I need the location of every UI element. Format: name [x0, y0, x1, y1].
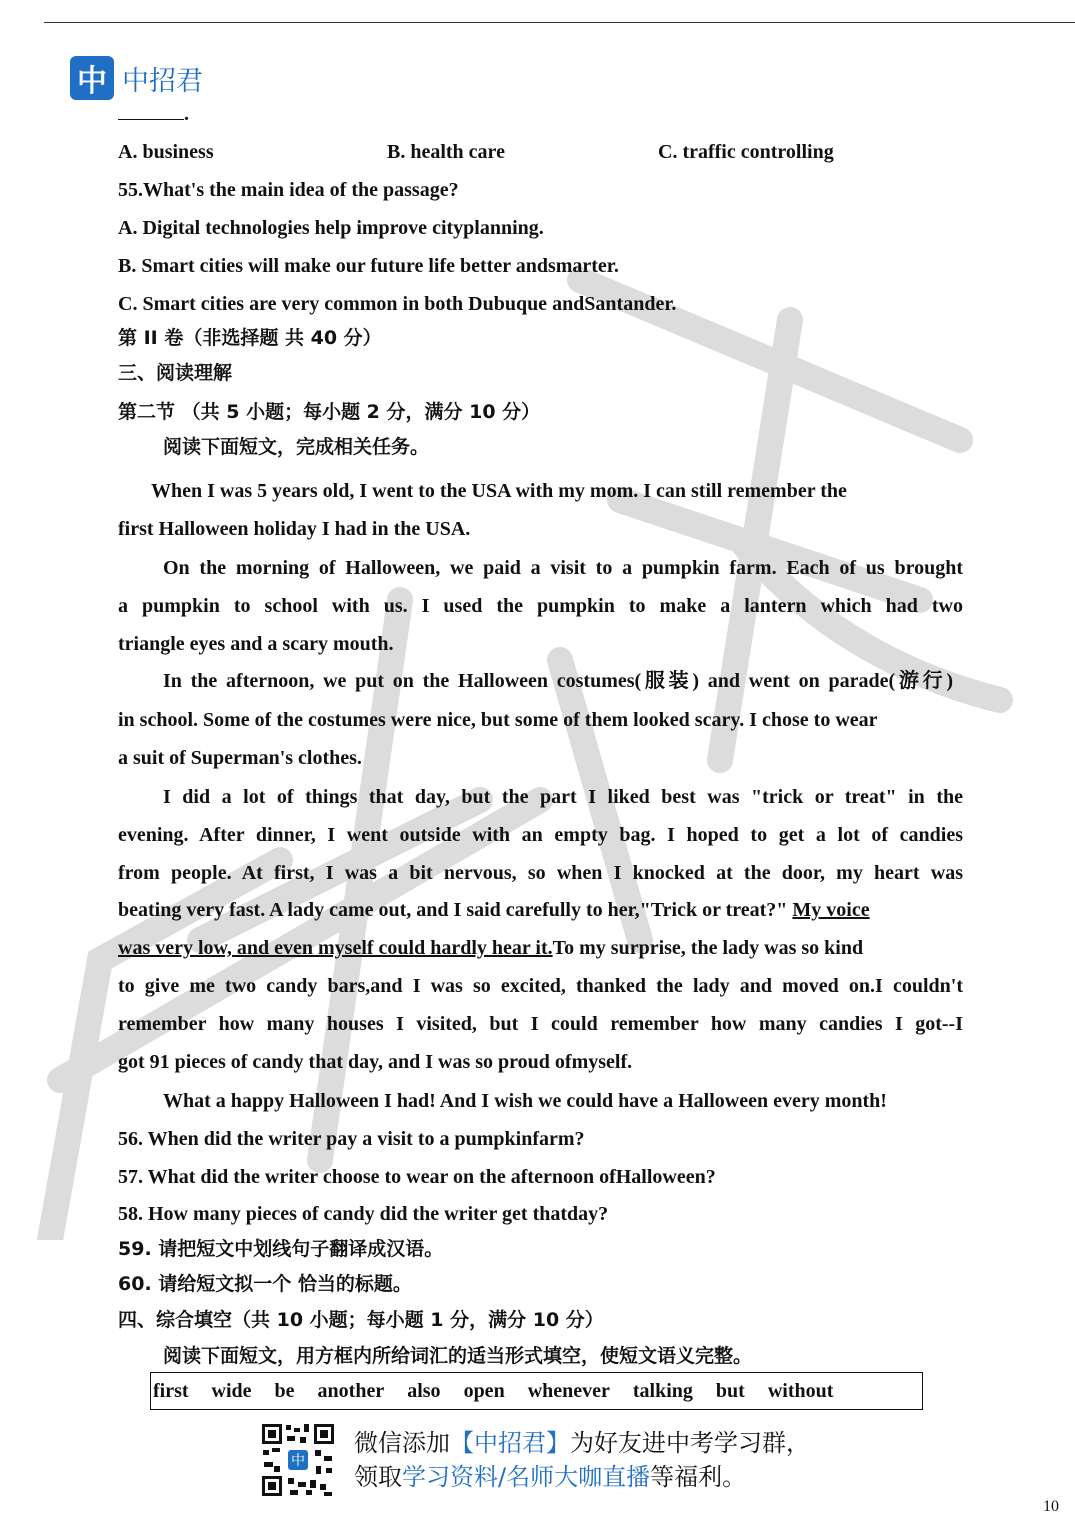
q54-blank-line: .	[118, 102, 189, 126]
q55-option-b: B. Smart cities will make our future life better andsmarter.	[118, 255, 619, 277]
passage-p4-line4: beating very fast. A lady came out, and I said carefully to her,"Trick or treat?" My voice	[118, 899, 870, 921]
option-c: C. traffic controlling	[658, 141, 834, 163]
passage-p1-line1: When I was 5 years old, I went to the USA with my mom. I can still remember the	[151, 480, 847, 502]
logo-icon: 中	[70, 56, 114, 100]
section4-title: 四、综合填空（共 10 小题；每小题 1 分，满分 10 分）	[118, 1309, 604, 1331]
word-bank	[150, 1372, 923, 1410]
question-58: 58. How many pieces of candy did the writer get thatday?	[118, 1203, 609, 1225]
passage-p4-line3: from people. At first, I was a bit nervous, so when I knocked at the door, my heart was	[118, 862, 963, 884]
part-title: 三、阅读理解	[118, 362, 233, 384]
passage-p2-line1: On the morning of Halloween, we paid a visit to a pumpkin farm. Each of us brought	[163, 557, 963, 579]
passage-p1-line2: first Halloween holiday I had in the USA.	[118, 518, 471, 540]
question-57: 57. What did the writer choose to wear on the afternoon ofHalloween?	[118, 1166, 716, 1188]
q55-option-a: A. Digital technologies help improve cityplanning.	[118, 217, 544, 239]
word-bank-item: talking	[632, 1379, 693, 1402]
word-bank-item: wide	[211, 1379, 252, 1402]
word-bank-item: whenever	[527, 1379, 610, 1402]
q55-option-c: C. Smart cities are very common in both Dubuque andSantander.	[118, 293, 677, 315]
passage-p5: What a happy Halloween I had! And I wish we could have a Halloween every month!	[163, 1090, 887, 1112]
word-bank-item: without	[767, 1379, 834, 1402]
passage-p3-line2: in school. Some of the costumes were nice, but some of them looked scary. I chose to wear	[118, 709, 878, 731]
passage-p4-line2: evening. After dinner, I went outside with an empty bag. I hoped to get a lot of candies	[118, 824, 963, 846]
page-number: 10	[1043, 1498, 1059, 1515]
passage-p3-line1: In the afternoon, we put on the Halloween costumes(服装) and went on parade(游行)	[163, 670, 953, 692]
word-bank-item: but	[715, 1379, 745, 1402]
instruction: 阅读下面短文，完成相关任务。	[163, 436, 430, 458]
passage-p2-line2: a pumpkin to school with us. I used the pumpkin to make a lantern which had two	[118, 595, 963, 617]
volume-title: 第 II 卷（非选择题 共 40 分）	[118, 327, 382, 349]
question-60: 60. 请给短文拟一个 恰当的标题。	[118, 1273, 412, 1295]
question-56: 56. When did the writer pay a visit to a pumpkinfarm?	[118, 1128, 585, 1150]
section4-instruction: 阅读下面短文，用方框内所给词汇的适当形式填空，使短文语义完整。	[163, 1345, 753, 1367]
passage-p4-line6: to give me two candy bars,and I was so excited, thanked the lady and moved on.I couldn't	[118, 975, 963, 997]
word-bank-item: open	[463, 1379, 505, 1402]
promo-line-2: 领取学习资料/名师大咖直播等福利。	[354, 1463, 747, 1491]
qr-code-icon[interactable]	[260, 1422, 336, 1498]
word-bank-item: first	[153, 1379, 189, 1402]
word-bank-item: another	[317, 1379, 385, 1402]
header-rule	[44, 22, 1075, 23]
answer-blank	[118, 103, 184, 120]
passage-p4-line5: was very low, and even myself could hardly hear it.To my surprise, the lady was so kind	[118, 937, 864, 959]
svg-text:中: 中	[291, 1453, 305, 1469]
passage-p2-line3: triangle eyes and a scary mouth.	[118, 633, 394, 655]
passage-p3-line3: a suit of Superman's clothes.	[118, 747, 362, 769]
section-title: 第二节 （共 5 小题；每小题 2 分，满分 10 分）	[118, 401, 541, 423]
word-bank-item: be	[274, 1379, 295, 1402]
underlined-sentence-part2: was very low, and even myself could hardly hear it.	[118, 937, 553, 959]
passage-p4-line7: remember how many houses I visited, but I could remember how many candies I got--I	[118, 1013, 963, 1035]
q55-question: 55.What's the main idea of the passage?	[118, 179, 459, 201]
brand-logo	[70, 56, 203, 100]
option-b: B. health care	[387, 141, 505, 163]
promo-text	[354, 1426, 810, 1494]
question-59: 59. 请把短文中划线句子翻译成汉语。	[118, 1238, 444, 1260]
logo-text: 中招君	[122, 65, 203, 97]
promo-line-1: 微信添加【中招君】为好友进中考学习群，	[354, 1429, 810, 1457]
underlined-sentence-part1: My voice	[792, 899, 870, 921]
promo-footer	[260, 1422, 810, 1498]
passage-p4-line1: I did a lot of things that day, but the part I liked best was "trick or treat" in the	[163, 786, 963, 808]
passage-p4-line8: got 91 pieces of candy that day, and I was so proud ofmyself.	[118, 1051, 633, 1073]
option-a: A. business	[118, 141, 214, 163]
word-bank-item: also	[407, 1379, 441, 1402]
